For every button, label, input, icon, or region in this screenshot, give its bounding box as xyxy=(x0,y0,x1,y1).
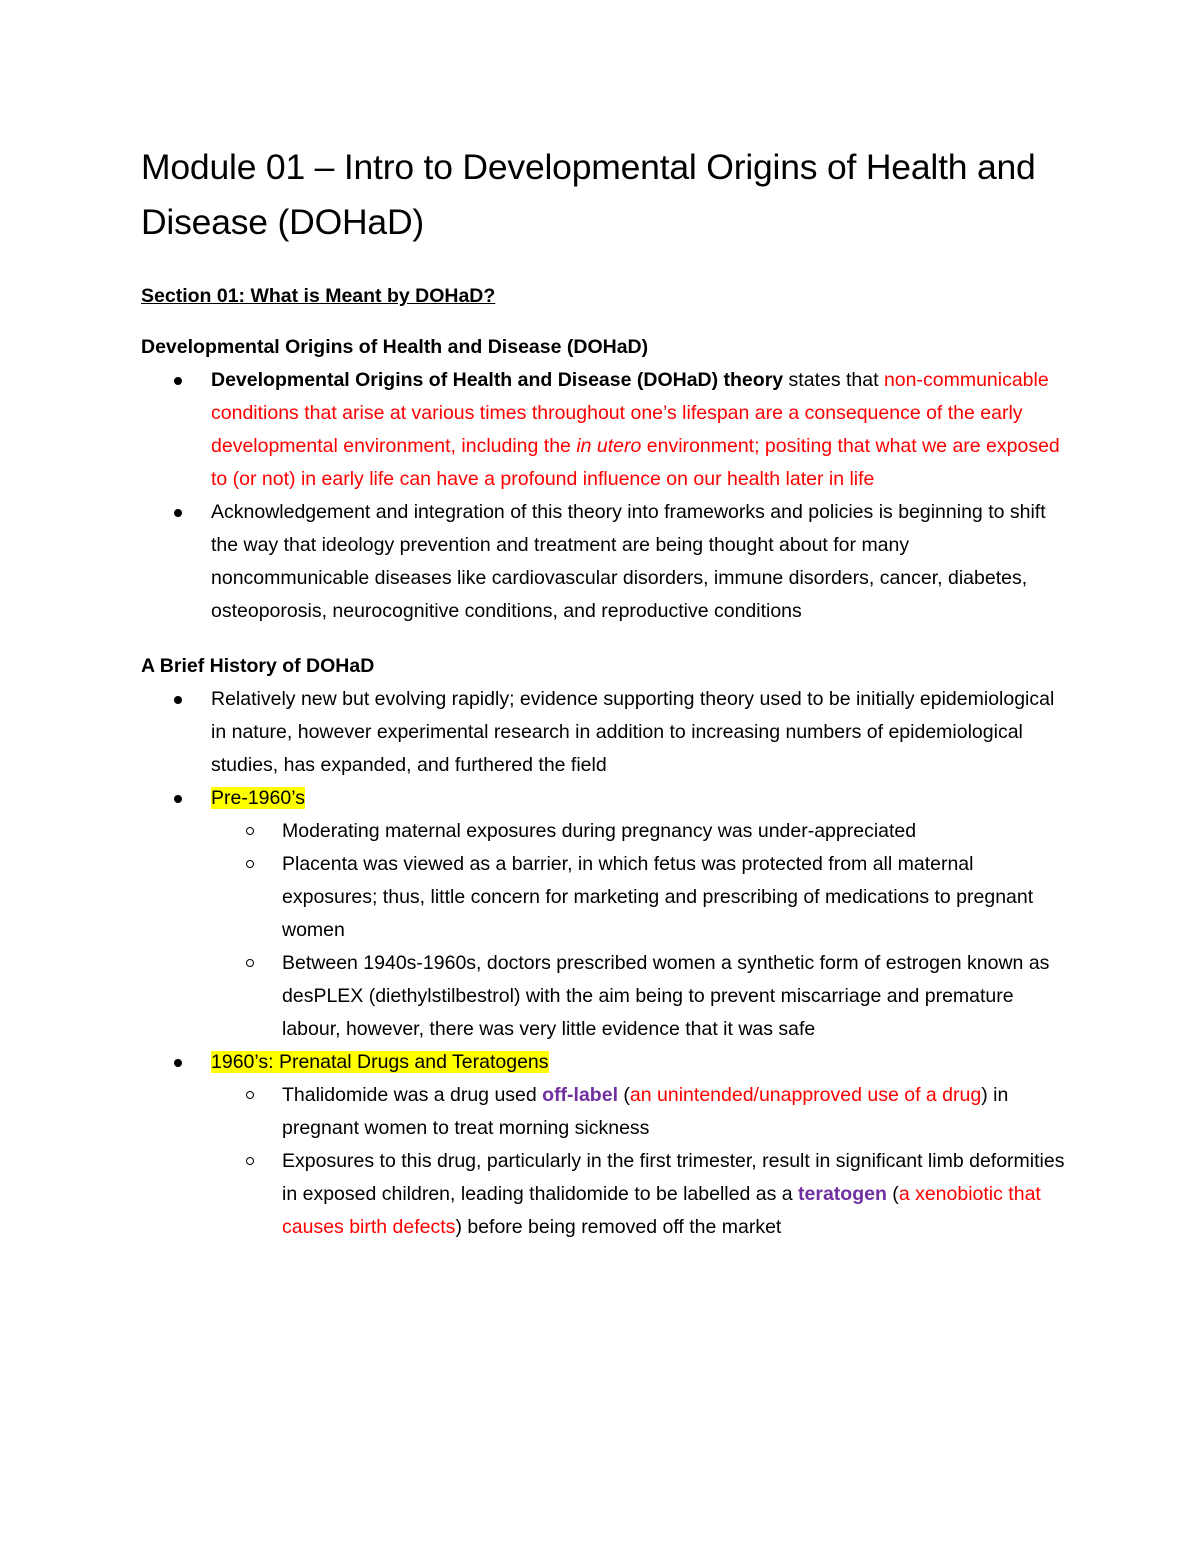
red-definition: a xenobiotic that causes birth defects xyxy=(282,1183,1041,1238)
plain-text: Exposures to this drug, particularly in the first trimester, result in significant limb deformities in exposed children, leading thalidomide to be labelled as a xyxy=(282,1150,1065,1205)
bold-term: Developmental Origins of Health and Disease (DOHaD) theory xyxy=(211,369,784,391)
purple-term: teratogen xyxy=(798,1183,887,1205)
plain-text: ) in pregnant women to treat morning sickness xyxy=(282,1084,1009,1139)
list-item xyxy=(211,364,1071,496)
subheading-dohad: Developmental Origins of Health and Disease (DOHaD) xyxy=(141,336,649,358)
plain-text: states that xyxy=(783,369,884,391)
red-definition: an unintended/unapproved use of a drug xyxy=(629,1084,982,1106)
list-item xyxy=(211,782,1071,1046)
plain-text: ) before being removed off the market xyxy=(455,1216,782,1238)
plain-text: Thalidomide was a drug used xyxy=(282,1084,543,1106)
page-title: Module 01 – Intro to Developmental Origins of Health and Disease (DOHaD) xyxy=(141,147,1036,242)
highlighted-label: Pre-1960’s xyxy=(211,787,305,809)
list-item: Relatively new but evolving rapidly; evidence supporting theory used to be initially epidemiological in nature, however experimental research in addition to increasing numbers of epidemiological studies, has expanded, and furthered the field xyxy=(211,683,1071,782)
subheading-history: A Brief History of DOHaD xyxy=(141,655,375,677)
sub-list-item: Moderating maternal exposures during pregnancy was under-appreciated xyxy=(282,815,1071,848)
document-content xyxy=(141,140,1071,1244)
sub-list xyxy=(211,1079,1071,1244)
history-bullet-list xyxy=(141,683,1071,1244)
list-item: Acknowledgement and integration of this theory into frameworks and policies is beginning to shift the way that ideology prevention and treatment are being thought about for many noncommunicable diseases like cardiovascular disorders, immune disorders, cancer, diabetes, osteoporosis, neurocognitive conditions, and reproductive conditions xyxy=(211,496,1071,628)
sub-list-item xyxy=(282,1145,1071,1244)
red-definition: non-communicable conditions that arise at various times throughout one’s lifespan are a consequence of the early developmental environment, including the xyxy=(211,369,1049,457)
section-heading: Section 01: What is Meant by DOHaD? xyxy=(141,285,496,307)
purple-term: off-label xyxy=(542,1084,618,1106)
highlighted-label: 1960’s: Prenatal Drugs and Teratogens xyxy=(211,1051,549,1073)
sub-list-item: Between 1940s-1960s, doctors prescribed women a synthetic form of estrogen known as desPLEX (diethylstilbestrol) with the aim being to prevent miscarriage and premature labour, however, there was very little evidence that it was safe xyxy=(282,947,1071,1046)
sub-list xyxy=(211,815,1071,1046)
red-italic-term: in utero xyxy=(576,435,642,457)
list-item xyxy=(211,1046,1071,1244)
sub-list-item xyxy=(282,1079,1071,1145)
red-definition-cont: environment; positing that what we are exposed to (or not) in early life can have a profound influence on our health later in life xyxy=(211,435,1060,490)
plain-text: ( xyxy=(886,1183,899,1205)
sub-list-item: Placenta was viewed as a barrier, in which fetus was protected from all maternal exposures; thus, little concern for marketing and prescribing of medications to pregnant women xyxy=(282,848,1071,947)
dohad-bullet-list xyxy=(141,364,1071,628)
plain-text: ( xyxy=(618,1084,630,1106)
